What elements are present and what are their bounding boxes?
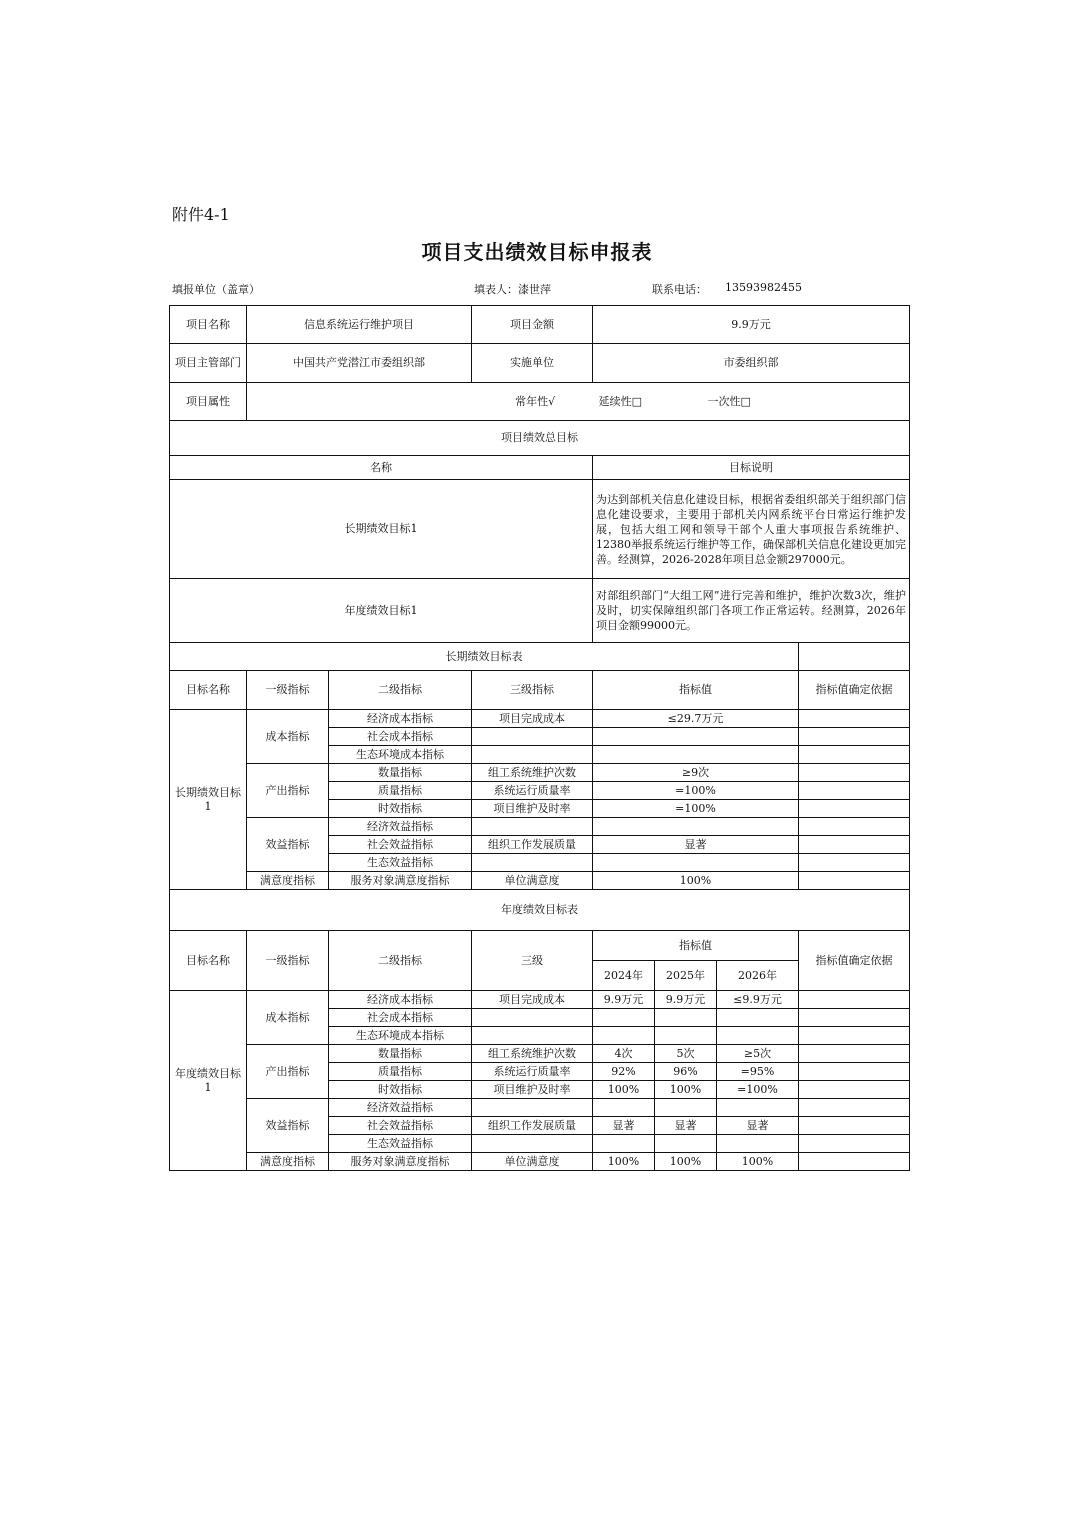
value-cell (593, 728, 799, 746)
basis-cell (799, 872, 910, 890)
basis-cell (799, 782, 910, 800)
long-term-section-title: 长期绩效目标表 (170, 643, 799, 671)
overall-row-name: 年度绩效目标1 (170, 579, 593, 643)
level1-cell: 满意度指标 (247, 1153, 329, 1171)
dept-label: 项目主管部门 (170, 344, 247, 383)
table-row (170, 818, 910, 836)
goal-name-cell: 长期绩效目标1 (170, 710, 247, 890)
level1-cell: 成本指标 (247, 991, 329, 1045)
basis-cell (799, 818, 910, 836)
phone-number: 13593982455 (725, 281, 802, 294)
basis-cell (799, 710, 910, 728)
basis-cell (799, 1045, 910, 1063)
value-cell (717, 1135, 799, 1153)
basis-cell (799, 1153, 910, 1171)
filling-unit-label: 填报单位（盖章） (172, 283, 260, 296)
value-cell (593, 1099, 655, 1117)
long-term-section-blank (799, 643, 910, 671)
level3-cell: 单位满意度 (472, 1153, 593, 1171)
value-cell: 92% (593, 1063, 655, 1081)
level3-cell (472, 746, 593, 764)
value-cell (717, 1099, 799, 1117)
an-header-level1: 一级指标 (247, 931, 329, 991)
level3-cell: 组织工作发展质量 (472, 836, 593, 854)
level2-cell: 数量指标 (329, 1045, 472, 1063)
level3-cell: 单位满意度 (472, 872, 593, 890)
basis-cell (799, 764, 910, 782)
level2-cell: 经济效益指标 (329, 818, 472, 836)
basis-cell (799, 728, 910, 746)
table-row (170, 1099, 910, 1117)
value-cell: 100% (593, 872, 799, 890)
dept-value: 中国共产党潜江市委组织部 (247, 344, 472, 383)
value-cell (655, 1009, 717, 1027)
value-cell: 显著 (655, 1117, 717, 1135)
value-cell: 9.9万元 (593, 991, 655, 1009)
annual-section-title: 年度绩效目标表 (170, 890, 910, 931)
value-cell (655, 1099, 717, 1117)
level1-cell: 产出指标 (247, 1045, 329, 1099)
level3-cell: 组工系统维护次数 (472, 1045, 593, 1063)
project-name-value: 信息系统运行维护项目 (247, 306, 472, 344)
performance-target-table (169, 305, 910, 1171)
level2-cell: 社会效益指标 (329, 1117, 472, 1135)
value-cell: 100% (593, 1153, 655, 1171)
an-header-year: 2026年 (717, 961, 799, 991)
level2-cell: 服务对象满意度指标 (329, 1153, 472, 1171)
level3-cell: 项目维护及时率 (472, 800, 593, 818)
level3-cell (472, 1099, 593, 1117)
value-cell: 100% (593, 1081, 655, 1099)
overall-col-name: 名称 (170, 456, 593, 480)
value-cell (593, 1027, 655, 1045)
value-cell: =100% (717, 1081, 799, 1099)
basis-cell (799, 746, 910, 764)
table-row (170, 1153, 910, 1171)
project-attr-label: 项目属性 (170, 383, 247, 421)
table-row (170, 1045, 910, 1063)
level2-cell: 服务对象满意度指标 (329, 872, 472, 890)
an-header-goal: 目标名称 (170, 931, 247, 991)
level3-cell: 项目完成成本 (472, 991, 593, 1009)
lt-header-level1: 一级指标 (247, 671, 329, 710)
an-header-level2: 二级指标 (329, 931, 472, 991)
level3-cell (472, 854, 593, 872)
project-amount-label: 项目金额 (472, 306, 593, 344)
basis-cell (799, 1063, 910, 1081)
overall-row-desc: 为达到部机关信息化建设目标，根据省委组织部关于组织部门信息化建设要求，主要用于部机关内网系统平台日常运行维护发展，包括大组工网和领导干部个人重大事项报告系统维护、12380举报系统运行维护等工作，确保部机关信息化建设更加完善。经测算，2026-2028年项目总金额297000元。 (593, 480, 910, 579)
project-attr-options (247, 383, 910, 421)
level3-cell (472, 1027, 593, 1045)
page-title: 项目支出绩效目标申报表 (421, 240, 653, 264)
basis-cell (799, 1081, 910, 1099)
level2-cell: 质量指标 (329, 782, 472, 800)
value-cell: 4次 (593, 1045, 655, 1063)
value-cell (655, 1135, 717, 1153)
an-header-year: 2025年 (655, 961, 717, 991)
value-cell: =100% (593, 800, 799, 818)
impl-unit-label: 实施单位 (472, 344, 593, 383)
overall-col-desc: 目标说明 (593, 456, 910, 480)
value-cell: ≤9.9万元 (717, 991, 799, 1009)
value-cell: 9.9万元 (655, 991, 717, 1009)
level1-cell: 效益指标 (247, 818, 329, 872)
level2-cell: 经济成本指标 (329, 710, 472, 728)
value-cell: 100% (655, 1081, 717, 1099)
level3-cell: 系统运行质量率 (472, 1063, 593, 1081)
value-cell: 显著 (593, 1117, 655, 1135)
level2-cell: 经济效益指标 (329, 1099, 472, 1117)
overall-row-name: 长期绩效目标1 (170, 480, 593, 579)
attr-option-onetime: 一次性□ (707, 394, 751, 408)
value-cell (593, 1135, 655, 1153)
table-row (170, 764, 910, 782)
level3-cell: 组织工作发展质量 (472, 1117, 593, 1135)
level2-cell: 生态环境成本指标 (329, 746, 472, 764)
level2-cell: 时效指标 (329, 800, 472, 818)
level3-cell: 组工系统维护次数 (472, 764, 593, 782)
filler-name: 填表人：漆世萍 (474, 283, 551, 296)
basis-cell (799, 1009, 910, 1027)
level2-cell: 数量指标 (329, 764, 472, 782)
level3-cell (472, 1009, 593, 1027)
basis-cell (799, 854, 910, 872)
an-header-value: 指标值 (593, 931, 799, 961)
lt-header-level3: 三级指标 (472, 671, 593, 710)
level2-cell: 生态效益指标 (329, 854, 472, 872)
overall-section-title: 项目绩效总目标 (170, 421, 910, 456)
project-name-label: 项目名称 (170, 306, 247, 344)
basis-cell (799, 1135, 910, 1153)
level1-cell: 产出指标 (247, 764, 329, 818)
level2-cell: 质量指标 (329, 1063, 472, 1081)
level2-cell: 社会效益指标 (329, 836, 472, 854)
value-cell: ≤29.7万元 (593, 710, 799, 728)
value-cell: =95% (717, 1063, 799, 1081)
value-cell (717, 1009, 799, 1027)
basis-cell (799, 836, 910, 854)
phone-label: 联系电话： (652, 283, 707, 296)
basis-cell (799, 1027, 910, 1045)
value-cell (593, 854, 799, 872)
level3-cell (472, 728, 593, 746)
value-cell: 100% (655, 1153, 717, 1171)
value-cell (593, 746, 799, 764)
lt-header-value: 指标值 (593, 671, 799, 710)
level3-cell (472, 818, 593, 836)
lt-header-level2: 二级指标 (329, 671, 472, 710)
value-cell: 100% (717, 1153, 799, 1171)
value-cell: =100% (593, 782, 799, 800)
basis-cell (799, 991, 910, 1009)
level3-cell: 系统运行质量率 (472, 782, 593, 800)
overall-row-desc: 对部组织部门“大组工网”进行完善和维护，维护次数3次，维护及时，切实保障组织部门各项工作正常运转。经测算，2026年项目金额99000元。 (593, 579, 910, 643)
level2-cell: 社会成本指标 (329, 1009, 472, 1027)
basis-cell (799, 1099, 910, 1117)
lt-header-basis: 指标值确定依据 (799, 671, 910, 710)
value-cell (593, 1009, 655, 1027)
level3-cell (472, 1135, 593, 1153)
level3-cell: 项目完成成本 (472, 710, 593, 728)
attr-option-continuing: 延续性□ (598, 394, 642, 408)
goal-name-cell: 年度绩效目标1 (170, 991, 247, 1171)
value-cell: 5次 (655, 1045, 717, 1063)
level3-cell: 项目维护及时率 (472, 1081, 593, 1099)
an-header-year: 2024年 (593, 961, 655, 991)
value-cell (717, 1027, 799, 1045)
level2-cell: 生态效益指标 (329, 1135, 472, 1153)
value-cell: 显著 (717, 1117, 799, 1135)
level2-cell: 时效指标 (329, 1081, 472, 1099)
value-cell (655, 1027, 717, 1045)
attachment-label: 附件4-1 (172, 205, 230, 224)
lt-header-goal: 目标名称 (170, 671, 247, 710)
level1-cell: 满意度指标 (247, 872, 329, 890)
value-cell: 96% (655, 1063, 717, 1081)
an-header-basis: 指标值确定依据 (799, 931, 910, 991)
level1-cell: 成本指标 (247, 710, 329, 764)
value-cell (593, 818, 799, 836)
level2-cell: 经济成本指标 (329, 991, 472, 1009)
table-row (170, 872, 910, 890)
value-cell: 显著 (593, 836, 799, 854)
basis-cell (799, 800, 910, 818)
project-amount-value: 9.9万元 (593, 306, 910, 344)
an-header-level3: 三级 (472, 931, 593, 991)
attr-option-recurring: 常年性√ (515, 394, 556, 408)
table-row (170, 710, 910, 728)
value-cell: ≥5次 (717, 1045, 799, 1063)
level2-cell: 社会成本指标 (329, 728, 472, 746)
basis-cell (799, 1117, 910, 1135)
table-row (170, 991, 910, 1009)
impl-unit-value: 市委组织部 (593, 344, 910, 383)
value-cell: ≥9次 (593, 764, 799, 782)
level1-cell: 效益指标 (247, 1099, 329, 1153)
level2-cell: 生态环境成本指标 (329, 1027, 472, 1045)
